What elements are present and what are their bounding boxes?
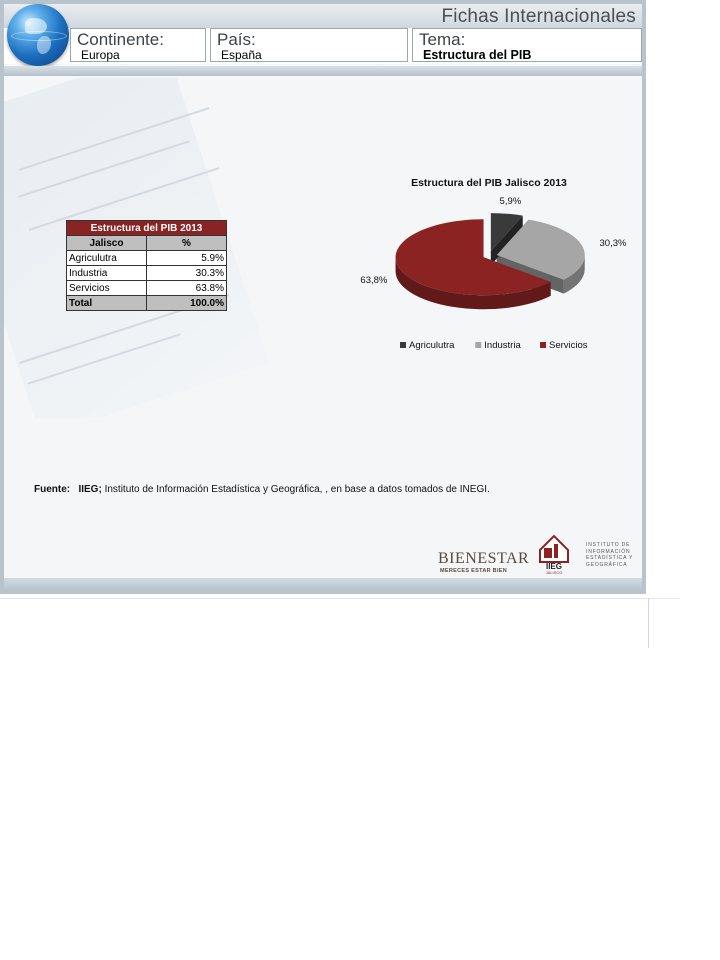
table-row — [67, 266, 227, 281]
row-value: 5.9% — [147, 251, 227, 266]
bienestar-logo — [436, 550, 530, 578]
bienestar-wordmark: BIENESTAR — [438, 550, 530, 567]
continent-field — [70, 28, 206, 62]
pie-data-label: 5,9% — [499, 195, 522, 207]
divider — [0, 598, 680, 599]
topic-field — [412, 28, 642, 62]
source-label: Fuente: — [34, 484, 71, 495]
row-label: Servicios — [67, 281, 147, 296]
total-value: 100.0% — [147, 296, 227, 311]
table-total-row — [67, 296, 227, 311]
iieg-name: INSTITUTO DE INFORMACIÓN ESTADÍSTICA Y GEOGRÁFICA — [586, 542, 634, 568]
legend-label: Servicios — [549, 340, 588, 351]
country-label: País: — [217, 30, 256, 49]
pie-data-label: 63,8% — [360, 275, 388, 287]
country-value: España — [221, 48, 262, 62]
header-divider — [4, 66, 642, 76]
table-header-pct: % — [147, 236, 227, 251]
legend-label: Agriculutra — [409, 340, 455, 351]
globe-icon — [7, 4, 69, 66]
pib-table — [66, 220, 227, 311]
table-title: Estructura del PIB 2013 — [67, 221, 227, 236]
country-field — [210, 28, 408, 62]
continent-value: Europa — [81, 48, 120, 62]
total-label: Total — [67, 296, 147, 311]
source-org: IIEG; — [78, 484, 102, 495]
row-label: Industria — [67, 266, 147, 281]
table-row — [67, 251, 227, 266]
pie-group — [360, 196, 627, 309]
divider — [648, 598, 649, 648]
chart-legend — [400, 340, 588, 351]
header — [4, 4, 642, 64]
legend-swatch — [540, 342, 546, 348]
iieg-logo — [536, 532, 640, 578]
row-value: 30.3% — [147, 266, 227, 281]
row-value: 63.8% — [147, 281, 227, 296]
bienestar-slogan: MERECES ESTAR BIEN — [440, 568, 508, 574]
app-title: Fichas Internacionales — [441, 6, 636, 27]
footer-bar — [4, 578, 642, 590]
chart-title: Estructura del PIB Jalisco 2013 — [411, 177, 567, 189]
legend-swatch — [475, 342, 481, 348]
row-label: Agriculutra — [67, 251, 147, 266]
topic-value: Estructura del PIB — [423, 48, 532, 62]
pib-pie-chart — [344, 170, 634, 360]
table-header-region: Jalisco — [67, 236, 147, 251]
table-row — [67, 281, 227, 296]
continent-label: Continente: — [77, 30, 164, 49]
legend-swatch — [400, 342, 406, 348]
iieg-region: JALISCO — [545, 570, 563, 574]
iieg-mark-icon — [536, 532, 572, 574]
sheet — [4, 4, 642, 590]
pie-data-label: 30,3% — [599, 238, 627, 250]
legend-label: Industria — [484, 340, 521, 351]
topic-label: Tema: — [419, 30, 466, 49]
source-text: Instituto de Información Estadística y Geográfica, , en base a datos tomados de INEGI. — [101, 484, 490, 495]
source-note — [34, 484, 490, 495]
iieg-abbr: IIEG — [545, 562, 563, 571]
